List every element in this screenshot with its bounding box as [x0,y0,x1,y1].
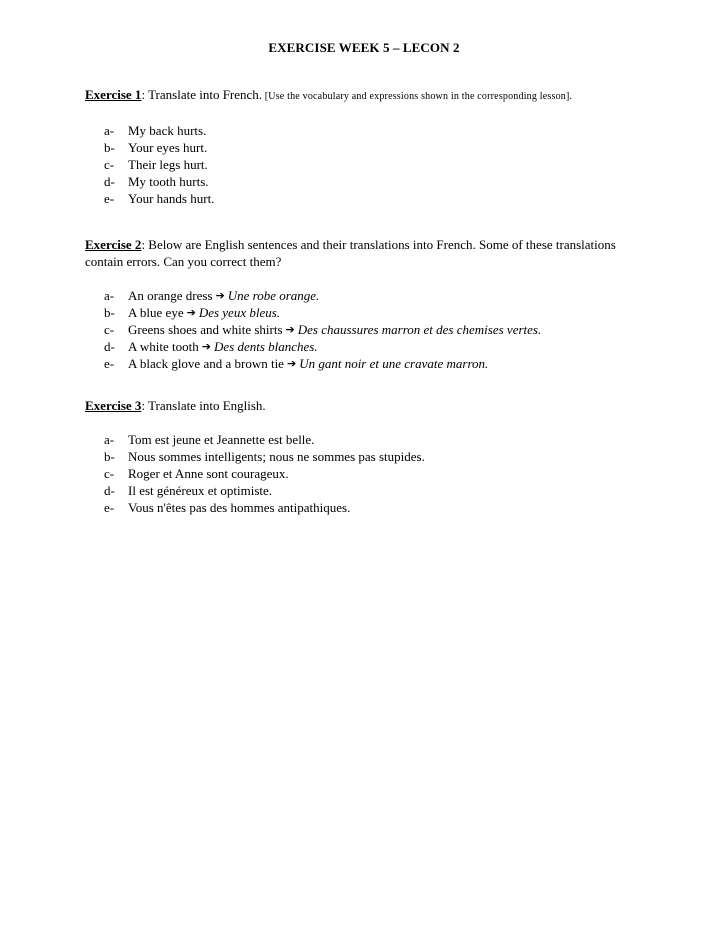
exercise-3-instruction: : Translate into English. [141,398,266,413]
item-text: My back hurts. [128,123,207,138]
item-text: Roger et Anne sont courageux. [128,466,289,481]
item-french: Un gant noir et une cravate marron. [299,356,489,371]
item-text: Tom est jeune et Jeannette est belle. [128,432,315,447]
item-french: Des dents blanches. [214,339,318,354]
arrow-icon: ➔ [201,340,211,353]
exercise-3-list [104,431,655,516]
list-item [104,431,655,448]
list-item [104,448,655,465]
arrow-icon: ➔ [285,323,295,336]
item-marker: c- [104,157,115,172]
list-item [104,465,655,482]
item-marker: e- [104,191,115,206]
arrow-icon: ➔ [286,357,297,370]
list-item [104,338,645,355]
item-english: A black glove and a brown tie [128,356,284,371]
exercise-2-list [104,287,645,372]
exercise-1-section [85,86,655,207]
item-text: Your hands hurt. [128,191,215,206]
item-french: Des yeux bleus. [198,305,281,320]
arrow-icon: ➔ [215,289,225,302]
list-item [104,122,655,139]
exercise-2-section [85,236,645,372]
exercise-1-list [104,122,655,207]
exercise-3-section [85,397,655,516]
item-marker: e- [104,500,115,515]
list-item [104,355,645,372]
item-french: Une robe orange. [227,288,320,303]
item-marker: a- [104,123,115,138]
list-item [104,287,645,304]
list-item [104,482,655,499]
exercise-1-instruction: : Translate into French. [141,87,263,102]
item-marker: e- [104,356,115,371]
item-text: Il est généreux et optimiste. [128,483,273,498]
page-title: EXERCISE WEEK 5 – LECON 2 [268,40,460,55]
exercise-2-label: Exercise 2 [85,237,142,252]
exercise-2-instruction: : Below are English sentences and their translations into French. Some of these translations contain errors. Can you correct them? [85,237,616,269]
item-marker: d- [104,483,115,498]
exercise-3-label: Exercise 3 [85,398,142,413]
item-marker: b- [104,305,115,320]
item-english: A white tooth [128,339,199,354]
list-item [104,173,655,190]
item-marker: a- [104,288,115,303]
list-item [104,321,645,338]
item-french: Des chaussures marron et des chemises vertes. [297,322,542,337]
item-marker: c- [104,322,115,337]
exercise-1-heading [85,86,655,105]
list-item [104,499,655,516]
item-english: An orange dress [128,288,213,303]
exercise-1-note: [Use the vocabulary and expressions shown in the corresponding lesson]. [262,91,573,102]
item-text: Their legs hurt. [128,157,208,172]
exercise-3-heading [85,397,655,414]
item-marker: a- [104,432,115,447]
list-item [104,156,655,173]
list-item [104,139,655,156]
item-marker: d- [104,174,115,189]
item-text: Vous n'êtes pas des hommes antipathiques. [128,500,351,515]
item-text: My tooth hurts. [128,174,209,189]
list-item [104,304,645,321]
item-text: Nous sommes intelligents; nous ne sommes pas stupides. [128,449,425,464]
item-marker: b- [104,449,115,464]
exercise-1-label: Exercise 1 [85,87,142,102]
item-marker: b- [104,140,115,155]
arrow-icon: ➔ [186,306,196,319]
item-marker: d- [104,339,115,354]
item-text: Your eyes hurt. [128,140,208,155]
list-item [104,190,655,207]
item-english: Greens shoes and white shirts [128,322,283,337]
exercise-2-heading [85,236,645,270]
item-english: A blue eye [128,305,184,320]
item-marker: c- [104,466,115,481]
